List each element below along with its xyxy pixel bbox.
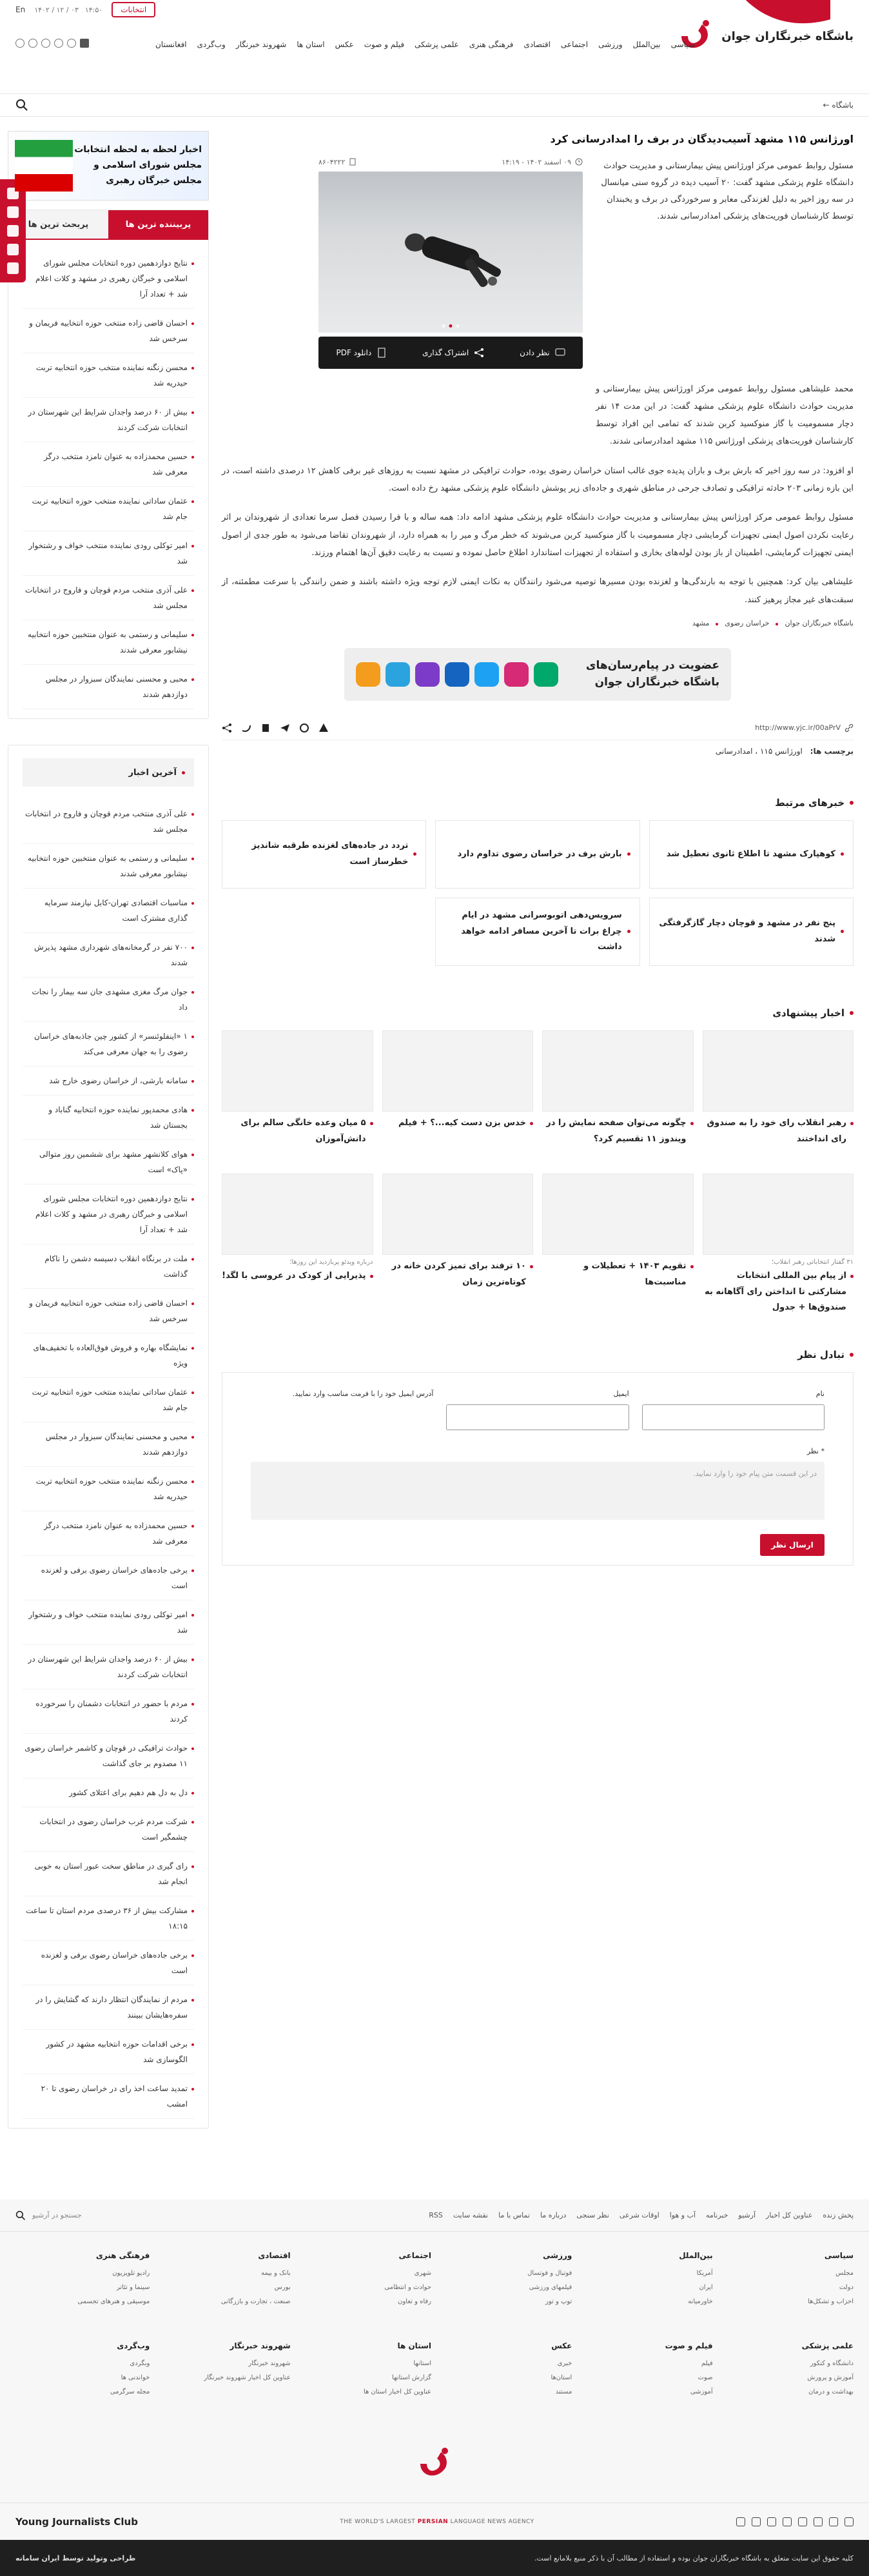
suggested-thumb xyxy=(382,1174,534,1255)
related-grid xyxy=(222,820,854,966)
messenger-banner[interactable] xyxy=(344,648,731,701)
footer-column-link[interactable]: شهری xyxy=(414,2270,432,2277)
footer-columns xyxy=(0,2232,869,2425)
latest-item[interactable]: هادی محمدپور نماینده حوزه انتخابیه گناباد و بجستان شد xyxy=(23,1096,194,1140)
footer-column xyxy=(297,2251,431,2309)
article-photo[interactable] xyxy=(318,172,583,333)
rubika-icon[interactable] xyxy=(814,2517,823,2526)
share-row xyxy=(222,716,854,740)
latest-item[interactable]: حوادث ترافیکی در قوچان و کاشمر خراسان رضوی ۱۱ مصدوم بر جای گذاشت xyxy=(23,1734,194,1778)
related-item[interactable]: سرویس‌دهی اتوبوسرانی مشهد در ایام چراغ برات تا آخرین مسافر ادامه خواهد داشت xyxy=(435,898,640,966)
facebook-icon[interactable] xyxy=(260,723,271,733)
short-link[interactable] xyxy=(755,723,854,732)
suggested-item[interactable]: درباره ویدئو پربازدید این روزها؛ پذیرایی از کودک در عروسی با لگد! xyxy=(222,1174,373,1308)
list-item[interactable]: امیر توکلی رودی نماینده منتخب خواف و رشتخوار شد xyxy=(23,531,194,576)
instagram-icon[interactable] xyxy=(736,2517,745,2526)
footer-social xyxy=(736,2517,854,2526)
banner-icons xyxy=(356,662,558,687)
footer-column-title[interactable]: ورزشی xyxy=(543,2251,572,2260)
footer-column-title[interactable]: بین‌الملل xyxy=(679,2251,713,2260)
footer-column-link[interactable]: بهداشت و درمان xyxy=(808,2388,854,2395)
fallen-person-image xyxy=(389,217,505,288)
note-label: * نظر xyxy=(806,1446,825,1455)
footer-column xyxy=(438,2251,572,2309)
related-item[interactable]: بارش برف در خراسان رضوی تداوم دارد xyxy=(435,820,640,889)
footer-column xyxy=(15,2341,150,2399)
nav-social[interactable]: اجتماعی xyxy=(560,40,589,49)
suggested-thumb xyxy=(542,1030,694,1112)
email-field xyxy=(446,1390,629,1430)
latest-item[interactable]: برخی جاده‌های خراسان رضوی برفی و لغزنده است xyxy=(23,1556,194,1600)
name-field xyxy=(642,1390,825,1430)
search-icon[interactable] xyxy=(15,2210,26,2221)
site-name: باشگاه خبرنگاران جوان xyxy=(721,29,854,43)
floating-tools xyxy=(0,179,26,282)
list-item[interactable]: علی آذری منتخب مردم قوچان و فاروج در انتخابات مجلس شد xyxy=(23,576,194,620)
search-icon[interactable] xyxy=(15,99,28,112)
weather-icon[interactable] xyxy=(7,206,19,218)
footer-column-link[interactable]: خبری xyxy=(557,2360,572,2367)
telegram-icon xyxy=(386,662,410,687)
article-lead xyxy=(596,158,854,369)
article-date: ۰۹ اسفند ۱۴۰۲ - ۱۴:۱۹ xyxy=(502,158,583,166)
suggested-item[interactable]: ۱۰ ترفند برای تمیز کردن خانه در کوتاه‌ترین زمان xyxy=(382,1174,534,1308)
report-icon[interactable] xyxy=(318,723,329,733)
footer-column-link[interactable]: آموزشی xyxy=(690,2388,713,2395)
latest-item[interactable]: برخی اقدامات حوزه انتخابیه مشهد در کشور الگوسازی شد xyxy=(23,2030,194,2074)
footer-column-link[interactable]: بورس xyxy=(274,2284,291,2291)
car-icon[interactable] xyxy=(7,244,19,255)
gold-icon[interactable] xyxy=(7,262,19,274)
article-column xyxy=(222,131,854,2129)
footer-column xyxy=(438,2341,572,2399)
main-nav xyxy=(155,40,695,49)
twitter-icon xyxy=(474,662,499,687)
comment-fields xyxy=(251,1390,825,1430)
share-icons xyxy=(222,723,329,733)
latest-item[interactable]: برخی جاده‌های خراسان رضوی برفی و لغزنده است xyxy=(23,1941,194,1985)
latest-item[interactable]: نمایشگاه بهاره و فروش فوق‌العاده با تخفیف‌های ویژه xyxy=(23,1333,194,1378)
footer-link[interactable]: خبرنامه xyxy=(706,2211,728,2219)
article-paragraph: علیشاهی بیان کرد: همچنین با توجه به بارندگی‌ها و لغزنده بودن مسیرها توصیه می‌شود رانندگان به نکات ایمنی لازم توجه ویژه داشته باشند و ضمن رانندگی با سرعت مطمئنه، از سبقت‌های غیر مجاز پرهیز کنند. xyxy=(222,577,854,605)
prayer-icon[interactable] xyxy=(7,225,19,237)
aparat-icon[interactable] xyxy=(783,2517,792,2526)
footer-column-link[interactable]: مجلس xyxy=(835,2270,854,2277)
bale-icon[interactable] xyxy=(829,2517,838,2526)
footer-column-title[interactable]: فرهنگی هنری xyxy=(95,2251,150,2260)
related-item[interactable]: پنج نفر در مشهد و قوچان دچار گازگرفتگی شدند xyxy=(649,898,854,966)
latest-box xyxy=(8,745,209,2129)
telegram-icon[interactable] xyxy=(280,723,290,733)
share-icon xyxy=(474,348,484,358)
footer-column-link[interactable]: صنعت ، تجارت و بازرگانی xyxy=(220,2298,291,2305)
list-item[interactable]: سلیمانی و رستمی به عنوان منتخبین حوزه انتخابیه نیشابور معرفی شدند xyxy=(23,620,194,665)
telegram-icon[interactable] xyxy=(752,2517,761,2526)
slider-dot[interactable] xyxy=(442,324,445,328)
nav-provinces[interactable]: استان ها xyxy=(297,40,325,49)
footer-column-title[interactable]: فیلم و صوت xyxy=(665,2341,713,2350)
latest-item[interactable]: ۱ «اینفلوئنسر» از کشور چین جاذبه‌های خراسان رضوی را به جهان معرفی می‌کند xyxy=(23,1022,194,1067)
footer-link[interactable]: عناوین کل اخبار xyxy=(766,2211,813,2219)
nav-science[interactable]: علمی پزشکی xyxy=(415,40,459,49)
suggested-thumb xyxy=(382,1030,534,1112)
suggested-thumb xyxy=(703,1174,854,1255)
instagram-icon[interactable] xyxy=(15,39,24,48)
crumb-city[interactable]: مشهد xyxy=(692,618,710,627)
latest-item[interactable]: بیش از ۶۰ درصد واجدان شرایط این شهرستان در انتخابات شرکت کردند xyxy=(23,1645,194,1689)
article-code: ۸۶۰۴۲۲۲ xyxy=(318,158,356,166)
list-item[interactable]: بیش از ۶۰ درصد واجدان شرایط این شهرستان در انتخابات شرکت کردند xyxy=(23,398,194,442)
footer-column xyxy=(156,2341,290,2399)
instagram-icon xyxy=(504,662,529,687)
nav-economy[interactable]: اقتصادی xyxy=(523,40,551,49)
latest-item[interactable]: عثمان ساداتی نماینده منتخب حوزه انتخابیه تربت جام شد xyxy=(23,1378,194,1422)
footer-column-link[interactable]: سینما و تئاتر xyxy=(116,2284,150,2291)
footer-link[interactable]: درباره ما xyxy=(540,2211,567,2219)
comment-action[interactable]: نظر دادن xyxy=(520,348,565,358)
article-actions xyxy=(318,337,583,369)
datetime xyxy=(34,6,103,14)
eitaa-icon[interactable] xyxy=(54,39,63,48)
tags-list[interactable]: اورژانس ۱۱۵ ، امدادرسانی xyxy=(715,746,803,756)
latest-item[interactable]: نتایج دوازدهمین دوره انتخابات مجلس شورای اسلامی و خبرگان رهبری در مشهد و کلات اعلام شد + تعداد آرا xyxy=(23,1185,194,1244)
rubika-icon[interactable] xyxy=(67,39,76,48)
footer-column-link[interactable]: احزاب و تشکل‌ها xyxy=(808,2298,854,2305)
nav-photo[interactable]: عکس xyxy=(335,40,354,49)
breadcrumb[interactable]: باشگاه ← xyxy=(823,101,854,110)
footer-column-title[interactable]: شهروند خبرنگار xyxy=(229,2341,291,2350)
footer-column-link[interactable]: مجله سرگرمی xyxy=(110,2388,150,2395)
footer-logo[interactable] xyxy=(0,2425,869,2502)
footer-column-link[interactable]: آمریکا xyxy=(696,2270,713,2277)
list-item[interactable]: عثمان ساداتی نماینده منتخب حوزه انتخابیه تربت جام شد xyxy=(23,487,194,531)
footer-column-link[interactable]: فوتبال و فوتسال xyxy=(527,2270,572,2277)
suggested-item[interactable]: ۳۱ گفتار انتخاباتی رهبر انقلاب؛ از پیام بین المللی انتخابات مشارکتی تا انداختن رای آگاهانه به صندوق‌ها + جدول xyxy=(703,1174,854,1308)
share-action[interactable]: اشتراک گذاری xyxy=(422,348,484,358)
footer-column-title[interactable]: استان ها xyxy=(397,2341,432,2350)
latest-title: آخرین اخبار xyxy=(23,758,194,787)
footer-column-title[interactable]: وب‌گردی xyxy=(117,2341,150,2350)
copyright-bar xyxy=(0,2540,869,2576)
article-top xyxy=(222,158,854,369)
suggested-item[interactable]: خدس بزن دست کیه...؟ + فیلم xyxy=(382,1030,534,1165)
eitaa-icon xyxy=(356,662,380,687)
current-time: ۱۴:۵۰ xyxy=(84,5,103,14)
banner-text: عضویت در پیام‌رسان‌های باشگاه خبرنگاران جوان xyxy=(585,659,719,689)
related-item[interactable]: کوهپارک مشهد تا اطلاع ثانوی تعطیل شد xyxy=(649,820,854,889)
elections-button[interactable]: انتخابات xyxy=(112,2,155,17)
footer-column-title[interactable]: سیاسی xyxy=(824,2251,854,2260)
popular-tabs xyxy=(8,210,208,240)
related-title: خبرهای مرتبط xyxy=(222,797,854,809)
footer-column-link[interactable]: ایران xyxy=(699,2284,713,2291)
main-area xyxy=(0,117,869,2129)
list-item[interactable]: احسان قاضی زاده منتخب حوزه انتخابیه فریمان و سرخس شد xyxy=(23,309,194,353)
latest-item[interactable]: سلیمانی و رستمی به عنوان منتخبین حوزه انتخابیه نیشابور معرفی شدند xyxy=(23,844,194,889)
footer-column-link[interactable]: فیلم xyxy=(701,2360,713,2367)
email-label: ایمیل xyxy=(613,1389,629,1398)
footer-column-link[interactable]: دولت xyxy=(839,2284,854,2291)
email-hint-field xyxy=(251,1390,433,1430)
list-item[interactable]: نتایج دوازدهمین دوره انتخابات مجلس شورای اسلامی و خبرگان رهبری در مشهد و کلات اعلام شد + تعداد آرا xyxy=(23,249,194,309)
site-logo[interactable] xyxy=(676,17,854,55)
latest-item[interactable]: مناسبات اقتصادی تهران-کابل نیازمند سرمایه گذاری مشترک است xyxy=(23,889,194,933)
latest-item[interactable]: شرکت مردم غرب خراسان رضوی در انتخابات چشمگیر است xyxy=(23,1807,194,1852)
latest-item[interactable]: سامانه بارشی، از خراسان رضوی خارج شد xyxy=(23,1067,194,1096)
pdf-action[interactable]: دانلود PDF xyxy=(336,348,387,358)
latest-item[interactable]: ملت در برنگاه انقلاب دسیسه دشمن را ناکام گذاشت xyxy=(23,1244,194,1289)
tags-row xyxy=(222,747,854,756)
short-url: http://www.yjc.ir/00aPrV xyxy=(755,723,841,732)
latest-item[interactable]: احسان قاضی زاده منتخب حوزه انتخابیه فریمان و سرخس شد xyxy=(23,1289,194,1333)
crumb-site[interactable]: باشگاه خبرنگاران جوان xyxy=(785,618,854,627)
latest-item[interactable]: دل به دل هم دهیم برای اعتلای کشور xyxy=(23,1778,194,1807)
footer-link[interactable]: پخش زنده xyxy=(823,2211,854,2219)
copyright-text: کلیه حقوق این سایت متعلق به باشگاه خبرنگاران جوان بوده و استفاده از مطالب آن با ذکر منبع بلامانع است. xyxy=(534,2553,854,2562)
slider-dot[interactable] xyxy=(456,324,460,328)
elections-ad[interactable] xyxy=(8,131,209,201)
popular-box xyxy=(8,210,209,719)
tags-label: برچسب ها: xyxy=(810,746,854,756)
telegram-icon[interactable] xyxy=(28,39,37,48)
current-date: ۱۴۰۲ / ۱۲ / ۰۳ xyxy=(34,5,79,14)
nav-culture[interactable]: فرهنگی هنری xyxy=(469,40,514,49)
footer-column-link[interactable]: خاورمیانه xyxy=(688,2298,713,2305)
footer-column-link[interactable]: توپ و تور xyxy=(545,2298,572,2305)
article-body xyxy=(222,380,854,609)
suggested-thumb xyxy=(222,1030,373,1112)
footer-column-link[interactable]: استانها xyxy=(413,2360,432,2367)
footer-column xyxy=(719,2341,854,2399)
footer-column-title[interactable]: اقتصادی xyxy=(258,2251,291,2260)
suggested-thumb xyxy=(222,1174,373,1255)
shop-bag-icon[interactable] xyxy=(80,39,89,48)
footer-column-link[interactable]: بانک و بیمه xyxy=(260,2270,291,2277)
sidebar xyxy=(8,131,209,2129)
suggested-item[interactable]: رهبر انقلاب رای خود را به صندوق رای انداختند xyxy=(703,1030,854,1165)
suggested-thumb xyxy=(703,1030,854,1112)
whatsapp-icon[interactable] xyxy=(299,723,309,733)
latest-item[interactable]: تمدید ساعت اخذ رای در خراسان رضوی تا ۲۰ امشب xyxy=(23,2074,194,2119)
header-icons xyxy=(15,39,89,48)
slider-dot-active[interactable] xyxy=(449,324,453,328)
footer-column-link[interactable]: وبگردی xyxy=(130,2360,150,2367)
breadcrumb-bar xyxy=(0,93,869,117)
nav-afghanistan[interactable]: افغانستان xyxy=(155,40,187,49)
article-paragraph: محمد علیشاهی مسئول روابط عمومی مرکز اورژانس پیش بیمارستانی و مدیریت حوادث دانشگاه علوم پزشکی مشهد گفت: در این مدت ۱۴ نفر دچار مسمومیت با گاز منوکسید کربن شدند که تمامی این افراد توسط کارشناسان فوریت‌های پزشکی اورژانس ۱۱۵ مشهد امدادرسانی شدند. xyxy=(596,384,854,447)
latest-item[interactable]: مردم از نمایندگان انتظار دارند که گشایش را در سفره‌هایشان ببینند xyxy=(23,1985,194,2030)
latest-item[interactable]: ۷۰۰ نفر در گرمخانه‌های شهرداری مشهد پذیرش شدند xyxy=(23,933,194,978)
article-media xyxy=(222,158,583,369)
doc-icon xyxy=(349,158,356,166)
aparat-icon[interactable] xyxy=(41,39,50,48)
footer-link[interactable]: نقشه سایت xyxy=(453,2211,489,2219)
brand-english: Young Journalists Club xyxy=(15,2515,138,2528)
nav-politics[interactable]: سیاسی xyxy=(670,40,695,49)
footer-column-link[interactable]: آموزش و پرورش xyxy=(807,2374,854,2381)
language-switch[interactable]: En xyxy=(15,5,26,14)
pdf-icon xyxy=(376,348,387,358)
footer-column-title[interactable]: علمی پزشکی xyxy=(801,2341,854,2350)
popular-list xyxy=(8,240,208,718)
latest-item[interactable]: هوای کلانشهر مشهد برای ششمین روز متوالی «پاک» است xyxy=(23,1140,194,1185)
footer-column-link[interactable]: مستند xyxy=(555,2388,572,2395)
footer-column xyxy=(156,2251,290,2309)
link-icon xyxy=(845,723,854,732)
tab-most-discussed[interactable]: پربحث ترین ها xyxy=(8,210,108,239)
footer-link[interactable]: RSS xyxy=(429,2211,443,2219)
name-label: نام xyxy=(815,1389,825,1398)
ad-text: اخبار لحظه به لحظه انتخابات مجلس شورای اسلامی و مجلس خبرگان رهبری xyxy=(74,144,202,186)
slider-dots xyxy=(442,324,460,328)
share-icon[interactable] xyxy=(222,723,232,733)
suggested-item[interactable]: چگونه می‌توان صفحه نمایش را در ویندوز ۱۱ تقسیم کرد؟ xyxy=(542,1030,694,1165)
suggested-item[interactable]: تقویم ۱۴۰۳ + تعطیلات و مناسبت‌ها xyxy=(542,1174,694,1308)
nav-video[interactable]: فیلم و صوت xyxy=(364,40,405,49)
suggested-title: اخبار پیشنهادی xyxy=(222,1007,854,1019)
suggested-thumb xyxy=(542,1174,694,1255)
footer-column-link[interactable]: رادیو تلویزیون xyxy=(112,2270,150,2277)
footer-column-link[interactable]: استان‌ها xyxy=(551,2374,572,2381)
article-meta xyxy=(318,158,583,166)
yjc-logo-icon xyxy=(676,17,715,55)
footer-column-link[interactable]: موسیقی و هنرهای تجسمی xyxy=(77,2298,150,2305)
footer-column xyxy=(719,2251,854,2309)
footer-column-link[interactable]: حوادث و انتظامی xyxy=(384,2284,432,2291)
comment-form xyxy=(222,1372,854,1566)
footer-column xyxy=(578,2251,712,2309)
name-input[interactable] xyxy=(642,1404,825,1430)
top-left xyxy=(15,2,155,17)
eitaa-icon[interactable] xyxy=(798,2517,807,2526)
article-title: اورژانس ۱۱۵ مشهد آسیب‌دیدگان در برف را امدادرسانی کرد xyxy=(550,133,854,145)
tab-most-viewed[interactable]: پربیننده ترین ها xyxy=(108,210,208,239)
article-breadcrumb xyxy=(222,619,854,627)
latest-item[interactable]: محبی و محسنی نمایندگان سبزوار در مجلس دوازدهم شدند xyxy=(23,1422,194,1467)
bale-icon xyxy=(445,662,469,687)
rubika-icon xyxy=(415,662,440,687)
footer-column-title[interactable]: عکس xyxy=(551,2341,572,2350)
footer-link[interactable]: اوقات شرعی xyxy=(619,2211,659,2219)
footer-column-link[interactable]: رفاه و تعاون xyxy=(398,2298,432,2305)
credit-text[interactable]: طراحی وتولید توسط ایران سامانه xyxy=(15,2553,136,2562)
tagline: THE WORLD'S LARGEST PERSIAN LANGUAGE NEWS AGENCY xyxy=(340,2518,534,2525)
footer-column xyxy=(15,2251,150,2309)
lead-text: مسئول روابط عمومی مرکز اورژانس پیش بیمارستانی و مدیریت حوادث دانشگاه علوم پزشکی مشهد گفت: ۲۰ آسیب دیده در گروه سنی میانسال در سه روز اخیر به دلیل لغزندگی معابر و سرخوردگی در برف و یخبندان توسط کارشناسان فوریت‌های پزشکی امدادرسانی شدند. xyxy=(601,161,854,221)
footer-column-title[interactable]: اجتماعی xyxy=(398,2251,432,2260)
suggested-item[interactable]: ۵ میان وعده خانگی سالم برای دانش‌آموزان xyxy=(222,1030,373,1165)
latest-item[interactable]: امیر توکلی رودی نماینده منتخب خواف و رشتخوار شد xyxy=(23,1600,194,1645)
footer-link[interactable]: آرشیو xyxy=(738,2211,756,2219)
footer-link[interactable]: نظر سنجی xyxy=(576,2211,609,2219)
comments-title: تبادل نظر xyxy=(222,1349,854,1361)
latest-item[interactable]: جوان مرگ مغزی مشهدی جان سه بیمار را نجات داد xyxy=(23,978,194,1022)
footer-column xyxy=(578,2341,712,2399)
latest-item[interactable]: مردم با حضور در انتخابات دشمنان را سرخورده کردند xyxy=(23,1689,194,1734)
footer-column xyxy=(297,2341,431,2399)
footer-link[interactable]: تماس با ما xyxy=(498,2211,530,2219)
yjc-logo-icon xyxy=(415,2444,454,2483)
footer-column-link[interactable]: گزارش استانها xyxy=(392,2374,432,2381)
nav-international[interactable]: بین‌الملل xyxy=(632,40,661,49)
list-item[interactable]: محسن زنگنه نماینده منتخب حوزه انتخابیه تربت حیدریه شد xyxy=(23,353,194,398)
crumb-province[interactable]: خراسان رضوی xyxy=(725,618,770,627)
email-input[interactable] xyxy=(446,1404,629,1430)
footer-column-link[interactable]: دانشگاه و کنکور xyxy=(810,2360,854,2367)
article-paragraph: مسئول روابط عمومی مرکز اورژانس پیش بیمارستانی و مدیریت حوادث دانشگاه علوم پزشکی مشهد ادامه داد: همه ساله و با فرا رسیدن فصل سرما تعدادی از شهروندان بر اثر رعایت نکردن اصول ایمنی تجهیزات گرمایشی دچار مسمومیت با گاز منوکسید کربن می‌شوند که خطر مرگ و میر را به همراه دارد، از شهروندان تقاضا می‌شود به طور جدی از اصول ایمنی تجهیزات گرمایشی، اطمینان از باز بودن لوله‌های بخاری و استفاده از تجهیزات استاندارد اطلاع حاصل نموده و نسبت به رعایت دقیق آن‌ها اهتمام ورزند. xyxy=(222,513,854,558)
footer-column-link[interactable]: شهروند خبرنگار xyxy=(248,2360,291,2367)
footer-top xyxy=(0,2199,869,2232)
site-header xyxy=(0,0,869,93)
list-item[interactable]: محبی و محسنی نمایندگان سبزوار در مجلس دوازدهم شدند xyxy=(23,665,194,709)
twitter-icon[interactable] xyxy=(767,2517,776,2526)
twitter-icon[interactable] xyxy=(241,723,251,733)
latest-item[interactable]: حسین محمدزاده به عنوان نامزد منتخب درگز معرفی شد xyxy=(23,1511,194,1556)
archive-search-input[interactable]: جستجو در آرشیو xyxy=(32,2211,82,2219)
footer-column-link[interactable]: فیلمهای ورزشی xyxy=(529,2284,572,2291)
article-paragraph: او افزود: در سه روز اخیر که بارش برف و باران پدیده جوی غالب استان خراسان رضوی بوده، حوادث ترافیکی در مشهد نسبت به روزهای غیر برفی کاهش ۱۲ درصدی داشته است، در این بازه زمانی ۲۰۳ حادثه ترافیکی و تصادف جرحی در مناطق شهری و جاده‌ای زیر پوشش دانشگاه علوم پزشکی مشهد رخ داده است. xyxy=(222,466,854,494)
latest-item[interactable]: علی آذری منتخب مردم قوچان و فاروج در انتخابات مجلس شد xyxy=(23,800,194,844)
nav-web[interactable]: وب‌گردی xyxy=(197,40,226,49)
footer-brand-bar xyxy=(0,2502,869,2540)
footer-column-link[interactable]: خواندنی ها xyxy=(121,2374,150,2381)
latest-item[interactable]: رای گیری در مناطق سخت عبور استان به خوبی انجام شد xyxy=(23,1852,194,1896)
email-hint: آدرس ایمیل خود را با فرمت مناسب وارد نمایید. xyxy=(292,1389,434,1398)
submit-comment-button[interactable]: ارسال نظر xyxy=(760,1534,825,1556)
android-icon[interactable] xyxy=(845,2517,854,2526)
footer-links xyxy=(429,2211,854,2219)
site-footer xyxy=(0,2199,869,2576)
footer-column-link[interactable]: صوت xyxy=(698,2374,713,2381)
nav-sports[interactable]: ورزشی xyxy=(598,40,623,49)
list-item[interactable]: حسین محمدزاده به عنوان نامزد منتخب درگز معرفی شد xyxy=(23,442,194,487)
latest-item[interactable]: محسن زنگنه نماینده منتخب حوزه انتخابیه تربت حیدریه شد xyxy=(23,1467,194,1511)
latest-item[interactable]: مشارکت بیش از ۳۶ درصدی مردم استان تا ساعت ۱۸:۱۵ xyxy=(23,1896,194,1941)
nav-citizen[interactable]: شهروند خبرنگار xyxy=(235,40,287,49)
comment-textarea[interactable]: در این قسمت متن پیام خود را وارد نمایید. xyxy=(251,1462,825,1520)
footer-column-link[interactable]: عناوین کل اخبار شهروند خبرنگار xyxy=(204,2374,291,2381)
latest-list xyxy=(8,791,208,2128)
clock-icon xyxy=(575,158,583,166)
footer-column-link[interactable]: عناوین کل اخبار استان ها xyxy=(363,2388,432,2395)
footer-link[interactable]: آب و هوا xyxy=(669,2211,696,2219)
verified-icon xyxy=(534,662,558,687)
iran-flag-icon xyxy=(15,140,73,192)
comment-icon xyxy=(555,348,565,358)
related-item[interactable]: تردد در جاده‌های لغزنده طرقبه شاندیز خطرساز است xyxy=(222,820,426,889)
footer-search xyxy=(15,2210,82,2221)
suggested-grid xyxy=(222,1030,854,1313)
